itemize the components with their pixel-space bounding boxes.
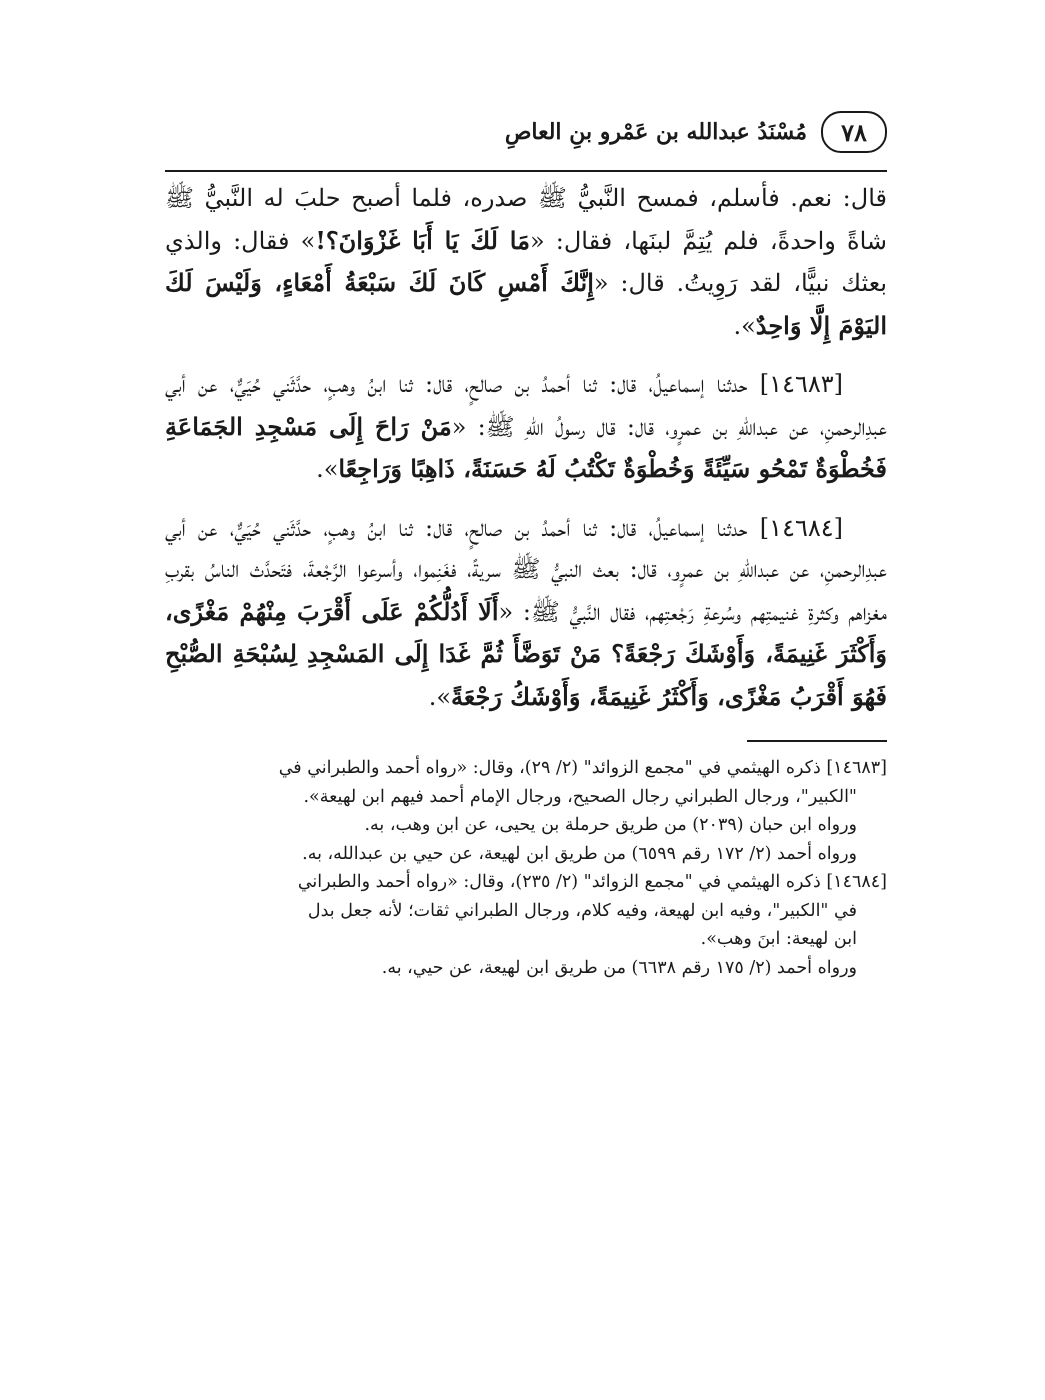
footnotes xyxy=(165,754,887,982)
narrative-text: ». xyxy=(733,311,756,340)
main-text xyxy=(165,178,887,718)
footnote-line: ورواه أحمد (٢/ ١٧٢ رقم ٦٥٩٩) من طريق ابن لهيعة، عن حيي بن عبدالله، به. xyxy=(302,843,857,864)
narrative-text: قال: نعم. فأسلم، فمسح النَّبيُّ ﷺ صدره، فلما أصبح حلبَ له النَّبيُّ ﷺ شاةً واحدةً، فلم يُتِمَّ لبنَها، فقال: « xyxy=(165,184,887,255)
prophetic-quote: مَنْ رَاحَ إِلَى مَسْجِدِ الجَمَاعَةِ فَخُطْوَةٌ تَمْحُو سَيِّئَةً وَخُطْوَةٌ تَكْتُبُ لَهُ حَسَنَةً، ذَاهِبًا وَرَاجِعًا xyxy=(165,411,887,483)
page-number-badge: ٧٨ xyxy=(821,111,887,153)
footnote-line: في "الكبير"، وفيه ابن لهيعة، وفيه كلام، ورجال الطبراني ثقات؛ لأنه جعل بدل xyxy=(307,900,857,921)
continuation-paragraph xyxy=(165,178,887,347)
footnote-line: [١٤٦٨٣] ذكره الهيثمي في "مجمع الزوائد" (٢/ ٢٩)، وقال: «رواه أحمد والطبراني في xyxy=(278,758,887,778)
hadith-14684 xyxy=(165,508,887,719)
running-title: مُسْنَدُ عبدالله بن عَمْرو بنِ العاصِ xyxy=(504,119,807,145)
narrative-text: ». xyxy=(428,682,451,711)
prophetic-quote: إِنَّكَ أَمْسِ كَانَ لَكَ سَبْعَةُ أَمْعَاءٍ، وَلَيْسَ لَكَ اليَوْمَ إِلَّا وَاحِدٌ xyxy=(165,268,887,340)
page-header xyxy=(165,108,887,156)
footnote-separator xyxy=(747,740,887,742)
hadith-14683 xyxy=(165,364,887,491)
footnote-line: ورواه ابن حبان (٢٠٣٩) من طريق حرملة بن يحيى، عن ابن وهب، به. xyxy=(364,815,857,835)
narrative-text: [١٤٦٨٤] حدثنا إسماعيلُ، قال: ثنا أحمدُ بن صالحٍ، قال: ثنا ابنُ وهبٍ، حدَّثَني حُيَيٌّ، عن أبي عبدِالرحمنِ، عن عبداللهِ بن عمرٍو، قال: بعث النبيُّ ﷺ سريةً، فغَنِموا، وأسرعوا الرَّجْعةَ، فتَحدَّث الناسُ بقربِ مغزاهم وكثرةِ غنيمتِهم وسُرعةِ رَجْعتِهم، فقال النَّبيُّ ﷺ: « xyxy=(165,513,887,626)
footnote-line: [١٤٦٨٤] ذكره الهيثمي في "مجمع الزوائد" (٢/ ٢٣٥)، وقال: «رواه أحمد والطبراني xyxy=(297,872,887,892)
footnote-line: ابن لهيعة: ابنَ وهب». xyxy=(700,929,857,949)
footnote-line: "الكبير"، ورجال الطبراني رجال الصحيح، ورجال الإمام أحمد فيهم ابن لهيعة». xyxy=(303,786,857,807)
prophetic-quote: مَا لَكَ يَا أَبَا غَزْوَانَ؟! xyxy=(315,225,530,255)
header-rule xyxy=(165,170,887,172)
narrative-text: [١٤٦٨٣] حدثنا إسماعيلُ، قال: ثنا أحمدُ بن صالحٍ، قال: ثنا ابنُ وهبٍ، حدَّثَني حُيَيٌّ، عن أبي عبدِالرحمنِ، عن عبداللهِ بن عمرٍو، قال: قال رسولُ اللهِ ﷺ: « xyxy=(165,370,887,441)
narrative-text: ». xyxy=(316,455,339,483)
footnote-line: ورواه أحمد (٢/ ١٧٥ رقم ٦٦٣٨) من طريق ابن لهيعة، عن حيي، به. xyxy=(381,957,857,978)
prophetic-quote: أَلَا أَدُلُّكُمْ عَلَى أَقْرَبَ مِنْهُمْ مَغْزًى، وَأَكْثَرَ غَنِيمَةً، وَأَوْشَكَ رَجْعَةً؟ مَنْ تَوَضَّأَ ثُمَّ غَدَا إِلَى المَسْجِدِ لِسُبْحَةِ الصُّبْحِ فَهُوَ أَقْرَبُ مَغْزًى، وَأَكْثَرُ غَنِيمَةً، وَأَوْشَكُ رَجْعَةً xyxy=(165,596,887,711)
narrative-text: » فقال: والذي بعثك نبيًّا، لقد رَوِيتُ. قال: « xyxy=(165,226,887,297)
book-page xyxy=(165,108,887,982)
